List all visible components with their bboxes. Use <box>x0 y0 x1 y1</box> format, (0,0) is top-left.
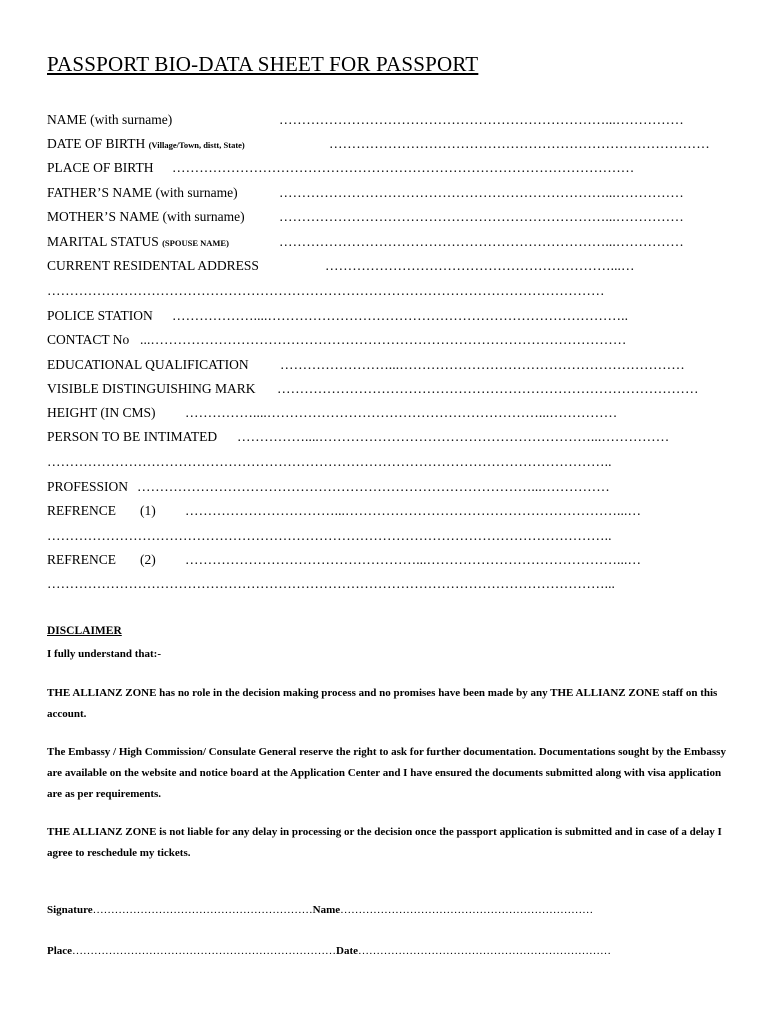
disclaimer-paragraph-2: The Embassy / High Commission/ Consulate General reserve the right to ask for further documentation. Documentations sought by the Embassy are available on the website and notice board at the Application Center and I have ensured the documents submitted along with visa application are as per requirements. <box>47 746 726 800</box>
marital-note: (SPOUSE NAME) <box>162 238 229 248</box>
disclaimer-heading: DISCLAIMER <box>47 625 122 637</box>
ref1-row <box>47 503 727 525</box>
signoff-name-field[interactable]: …………………………………………………………… <box>340 904 594 916</box>
address-field[interactable]: ………………………………………………………...… <box>325 258 635 273</box>
contact-label: CONTACT No <box>47 332 130 347</box>
pob-label: PLACE OF BIRTH <box>47 160 154 175</box>
name-field[interactable]: ………………………………………………………………...…………… <box>279 112 684 127</box>
height-field[interactable]: ……………....……………………………………………………...…………… <box>185 405 618 420</box>
height-row <box>47 405 727 427</box>
mother-field[interactable]: ………………………………………………………………...…………… <box>279 209 684 224</box>
signoff-name-label: Name <box>312 904 341 916</box>
profession-row <box>47 479 727 501</box>
date-label: Date <box>336 945 359 957</box>
ref1-row-2 <box>47 528 727 550</box>
address-row <box>47 258 727 280</box>
ref2-row <box>47 552 727 574</box>
mark-field[interactable]: ………………………………………………………………………………… <box>277 381 699 396</box>
place-label: Place <box>47 945 73 957</box>
page-title: PASSPORT BIO-DATA SHEET FOR PASSPORT <box>47 52 479 76</box>
education-field[interactable]: ……………………...……………………………………………………… <box>280 357 685 372</box>
father-row <box>47 185 727 207</box>
date-field[interactable]: …………………………………………………………… <box>358 945 612 957</box>
ref1-field-2[interactable]: …………………………………………………………………………………………………………….. <box>47 528 612 543</box>
dob-label <box>47 136 245 152</box>
ref2-field-2[interactable]: ……………………………………………………………………………………………………………... <box>47 576 616 591</box>
ref1-number: (1) <box>140 503 156 518</box>
pob-row <box>47 160 727 182</box>
signature-line <box>47 904 727 916</box>
mother-label: MOTHER’S NAME (with surname) <box>47 209 245 224</box>
marital-row <box>47 234 727 256</box>
intimate-field-2[interactable]: …………………………………………………………………………………………………………….. <box>47 454 612 469</box>
police-label: POLICE STATION <box>47 308 153 323</box>
place-field[interactable]: ……………………………………………………………… <box>72 945 337 957</box>
profession-field[interactable]: ……………………………………………………………………………...…………… <box>137 479 610 494</box>
disclaimer-paragraph-3: THE ALLIANZ ZONE is not liable for any delay in processing or the decision once the passport application is submitted and in case of a delay I agree to reschedule my tickets. <box>47 826 722 859</box>
education-label: EDUCATIONAL QUALIFICATION <box>47 357 249 372</box>
education-row <box>47 357 727 379</box>
dob-field[interactable]: ………………………………………………………………………… <box>329 136 710 151</box>
father-field[interactable]: ………………………………………………………………...…………… <box>279 185 684 200</box>
police-row <box>47 308 727 330</box>
ref1-label: REFRENCE <box>47 503 117 518</box>
marital-label <box>47 234 229 250</box>
father-label: FATHER’S NAME (with surname) <box>47 185 238 200</box>
mother-row <box>47 209 727 231</box>
ref2-field[interactable]: ……………………………………………...……………………………………...… <box>185 552 642 567</box>
disclaimer-intro: I fully understand that:- <box>47 648 161 660</box>
place-date-line <box>47 945 727 957</box>
signature-field[interactable]: …………………………………………………… <box>92 904 313 916</box>
mark-row <box>47 381 727 403</box>
ref1-field[interactable]: ……………………………...……………………………………………………...… <box>185 503 642 518</box>
contact-field[interactable]: ...…………………………………………………………………………………………… <box>140 332 627 347</box>
profession-label: PROFESSION <box>47 479 129 494</box>
dob-row <box>47 136 727 158</box>
police-field[interactable]: ………………....…………………………………………………………………….. <box>172 308 629 323</box>
disclaimer-paragraph-1: THE ALLIANZ ZONE has no role in the decision making process and no promises have been made by any THE ALLIANZ ZONE staff on this account. <box>47 687 718 720</box>
pob-field[interactable]: ………………………………………………………………………………………… <box>172 160 635 175</box>
signature-label: Signature <box>47 904 93 916</box>
ref2-row-2 <box>47 576 727 598</box>
marital-label-text: MARITAL STATUS <box>47 234 159 249</box>
name-label: NAME (with surname) <box>47 112 173 127</box>
ref2-number: (2) <box>140 552 156 567</box>
address-label: CURRENT RESIDENTAL ADDRESS <box>47 258 259 273</box>
contact-row <box>47 332 727 354</box>
dob-note: (Village/Town, distt, State) <box>148 140 245 150</box>
name-row <box>47 112 727 134</box>
height-label: HEIGHT (IN CMS) <box>47 405 156 420</box>
marital-field[interactable]: ………………………………………………………………...…………… <box>279 234 684 249</box>
intimate-field[interactable]: ……………....……………………………………………………...…………… <box>237 429 670 444</box>
address-row-2 <box>47 283 727 305</box>
mark-label: VISIBLE DISTINGUISHING MARK <box>47 381 256 396</box>
intimate-row <box>47 429 727 451</box>
dob-label-text: DATE OF BIRTH <box>47 136 146 151</box>
ref2-label: REFRENCE <box>47 552 117 567</box>
intimate-label: PERSON TO BE INTIMATED <box>47 429 218 444</box>
intimate-row-2 <box>47 454 727 476</box>
address-field-2[interactable]: …………………………………………………………………………………………………………… <box>47 283 605 298</box>
